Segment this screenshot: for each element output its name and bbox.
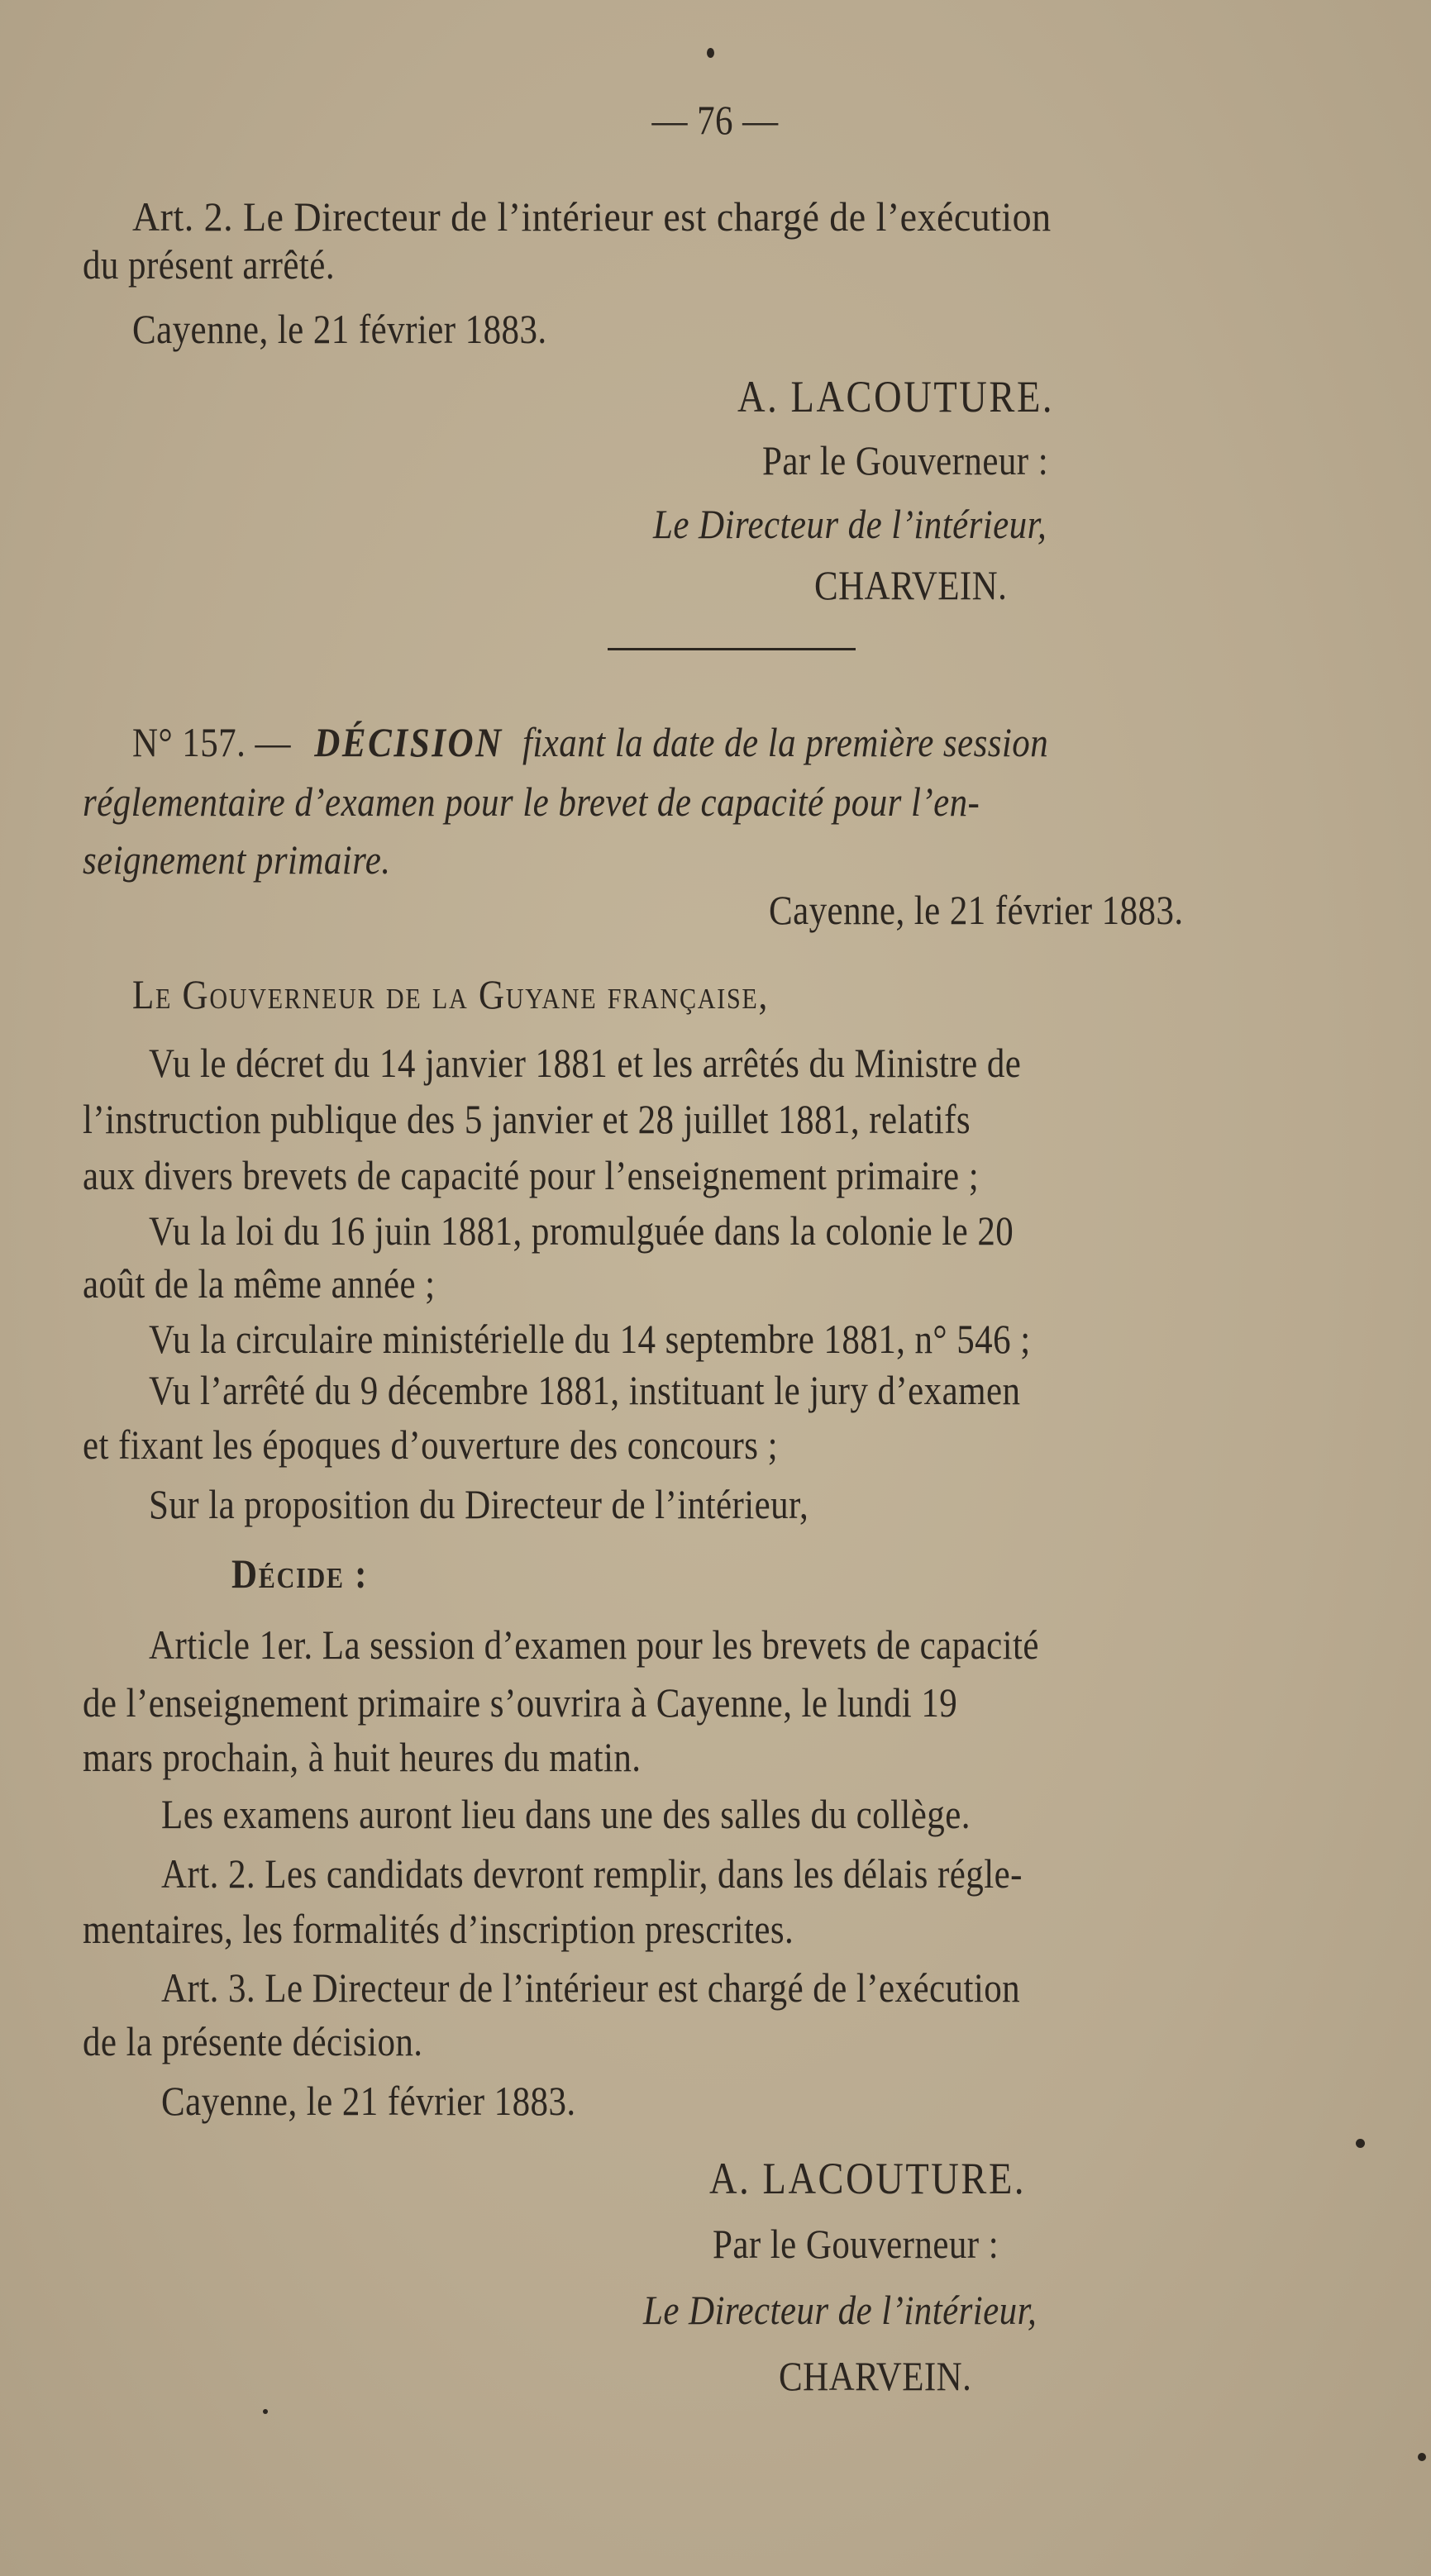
art2-line2: mentaires, les formalités d’inscription prescrites. <box>83 1906 794 1952</box>
decision-number: N° 157. — <box>132 719 291 765</box>
decision-directeur-title: Le Directeur de l’intérieur, <box>643 2287 1037 2333</box>
ink-speck <box>263 2409 268 2414</box>
proposition-line: Sur la proposition du Directeur de l’intérieur, <box>149 1481 809 1527</box>
first-decree-directeur-name: CHARVEIN. <box>814 562 1008 608</box>
decision-par-le-gouverneur: Par le Gouverneur : <box>713 2221 999 2267</box>
art3-line1: Art. 3. Le Directeur de l’intérieur est chargé de l’exécution <box>161 1964 1021 2011</box>
first-decree-art2-line2: du présent arrêté. <box>83 241 336 288</box>
first-decree-par-le-gouverneur: Par le Gouverneur : <box>762 437 1049 483</box>
article1-line2: de l’enseignement primaire s’ouvrira à Cayenne, le lundi 19 <box>83 1679 958 1726</box>
art3-line2: de la présente décision. <box>83 2018 423 2064</box>
examens-line: Les examens auront lieu dans une des salles du collège. <box>161 1791 971 1837</box>
decision-place-date: Cayenne, le 21 février 1883. <box>161 2078 576 2124</box>
first-decree-signature: A. LACOUTURE. <box>737 372 1055 421</box>
decision-dateline: Cayenne, le 21 février 1883. <box>769 887 1184 933</box>
decision-word: DÉCISION <box>314 719 503 765</box>
gouverneur-line: Le Gouverneur de la Guyane française, <box>132 971 770 1017</box>
ink-speck <box>1418 2453 1426 2461</box>
vu-decret-line3: aux divers brevets de capacité pour l’enseignement primaire ; <box>83 1152 980 1198</box>
page-number: — 76 — <box>651 97 779 143</box>
art2-line1: Art. 2. Les candidats devront remplir, dans les délais régle- <box>161 1850 1023 1897</box>
vu-arrete-line2: et fixant les époques d’ouverture des concours ; <box>83 1421 778 1468</box>
vu-arrete-line1: Vu l’arrêté du 9 décembre 1881, instituant le jury d’examen <box>149 1367 1021 1413</box>
first-decree-art2-line1 <box>132 192 1329 241</box>
decision-heading-rest: fixant la date de la première session <box>522 719 1049 765</box>
decide-line: Décide : <box>231 1550 369 1597</box>
vu-circulaire: Vu la circulaire ministérielle du 14 septembre 1881, n° 546 ; <box>149 1316 1031 1362</box>
decision-signature: A. LACOUTURE. <box>709 2154 1027 2203</box>
ink-speck <box>707 48 714 58</box>
decision-heading-line3: seignement primaire. <box>83 836 391 883</box>
vu-loi-line2: août de la même année ; <box>83 1260 436 1307</box>
first-decree-place-date: Cayenne, le 21 février 1883. <box>132 306 547 352</box>
vu-loi-line1: Vu la loi du 16 juin 1881, promulguée dans la colonie le 20 <box>149 1207 1014 1254</box>
decision-heading-line2: réglementaire d’examen pour le brevet de capacité pour l’en- <box>83 779 980 825</box>
vu-decret-line2: l’instruction publique des 5 janvier et 28 juillet 1881, relatifs <box>83 1096 971 1142</box>
separator-rule <box>608 648 856 650</box>
decision-heading-line1 <box>132 717 1048 767</box>
article1-line3: mars prochain, à huit heures du matin. <box>83 1734 642 1780</box>
decision-directeur-name: CHARVEIN. <box>779 2353 972 2399</box>
vu-decret-line1: Vu le décret du 14 janvier 1881 et les arrêtés du Ministre de <box>149 1040 1022 1086</box>
ink-speck <box>1356 2139 1365 2148</box>
article1-line1: Article 1er. La session d’examen pour les brevets de capacité <box>149 1621 1039 1668</box>
first-decree-art2-text: Art. 2. Le Directeur de l’intérieur est chargé de l’exécution <box>132 193 1052 240</box>
first-decree-directeur-title: Le Directeur de l’intérieur, <box>653 501 1047 547</box>
